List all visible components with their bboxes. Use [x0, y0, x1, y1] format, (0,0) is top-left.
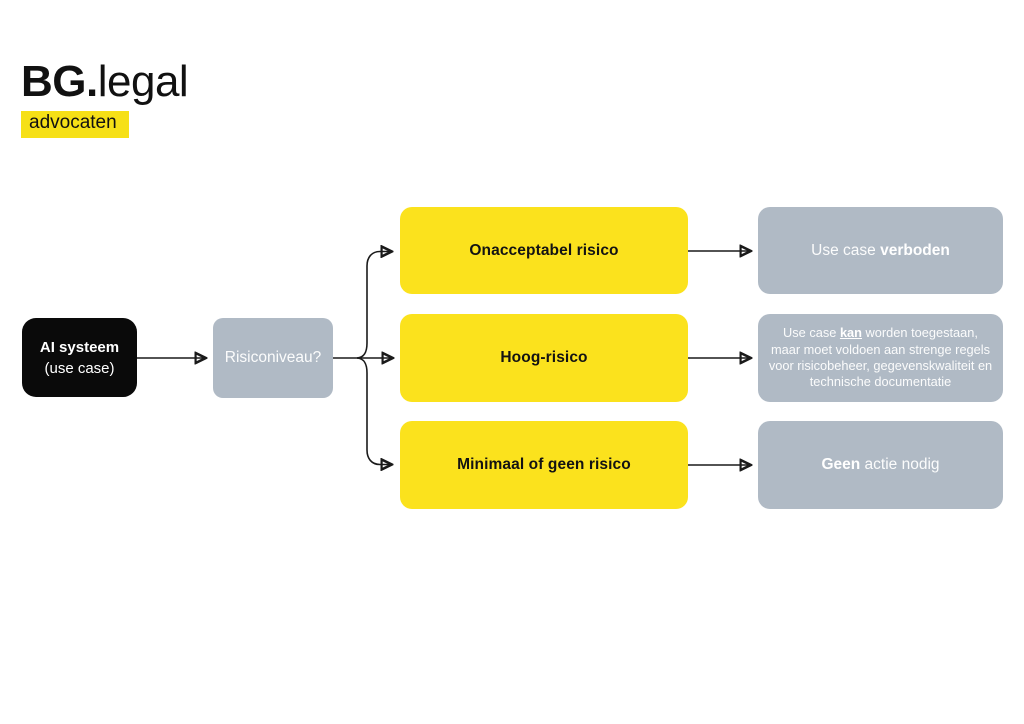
- result-no-action-bold: Geen: [821, 456, 861, 473]
- unacceptable-risk-label: Onacceptabel risico: [469, 241, 619, 259]
- ai-system-subtitle: (use case): [44, 359, 115, 377]
- result-no-action-text: [821, 456, 939, 474]
- result-forbidden-bold: verboden: [880, 241, 950, 259]
- risk-level-question-label: Risiconiveau?: [224, 349, 322, 366]
- result-conditions-pre: Use case: [783, 325, 840, 341]
- node-result-no-action: [758, 421, 1003, 509]
- node-minimal-risk: [400, 421, 688, 509]
- result-forbidden-pre: Use case: [811, 241, 881, 259]
- high-risk-label: Hoog-risico: [500, 349, 588, 366]
- result-no-action-post: actie nodig: [860, 456, 940, 473]
- ai-system-title: AI systeem: [39, 338, 120, 356]
- arrow-question-to-minimal-risk: [357, 358, 391, 465]
- node-ai-system: [22, 318, 137, 397]
- brand-name-light: legal: [97, 57, 189, 106]
- node-unacceptable-risk: [400, 207, 688, 294]
- result-conditions-bold: kan: [839, 325, 862, 341]
- node-risk-level-question: [213, 318, 333, 398]
- result-conditions-text: [758, 325, 1003, 391]
- brand-tagline-badge: advocaten: [21, 111, 129, 138]
- brand-wordmark: [21, 58, 188, 106]
- minimal-risk-label: Minimaal of geen risico: [457, 456, 631, 473]
- node-result-forbidden: [758, 207, 1003, 294]
- result-conditions-post: worden toegestaan, maar moet voldoen aan strenge regels voor risicobeheer, gegevenskwaliteit en technische documentatie: [768, 325, 993, 390]
- node-high-risk: [400, 314, 688, 402]
- arrow-question-to-unacceptable-risk: [357, 252, 391, 359]
- result-forbidden-text: [811, 242, 950, 260]
- brand-name-bold: BG.: [21, 57, 98, 106]
- node-result-conditions: [758, 314, 1003, 402]
- brand-logo: [21, 58, 188, 138]
